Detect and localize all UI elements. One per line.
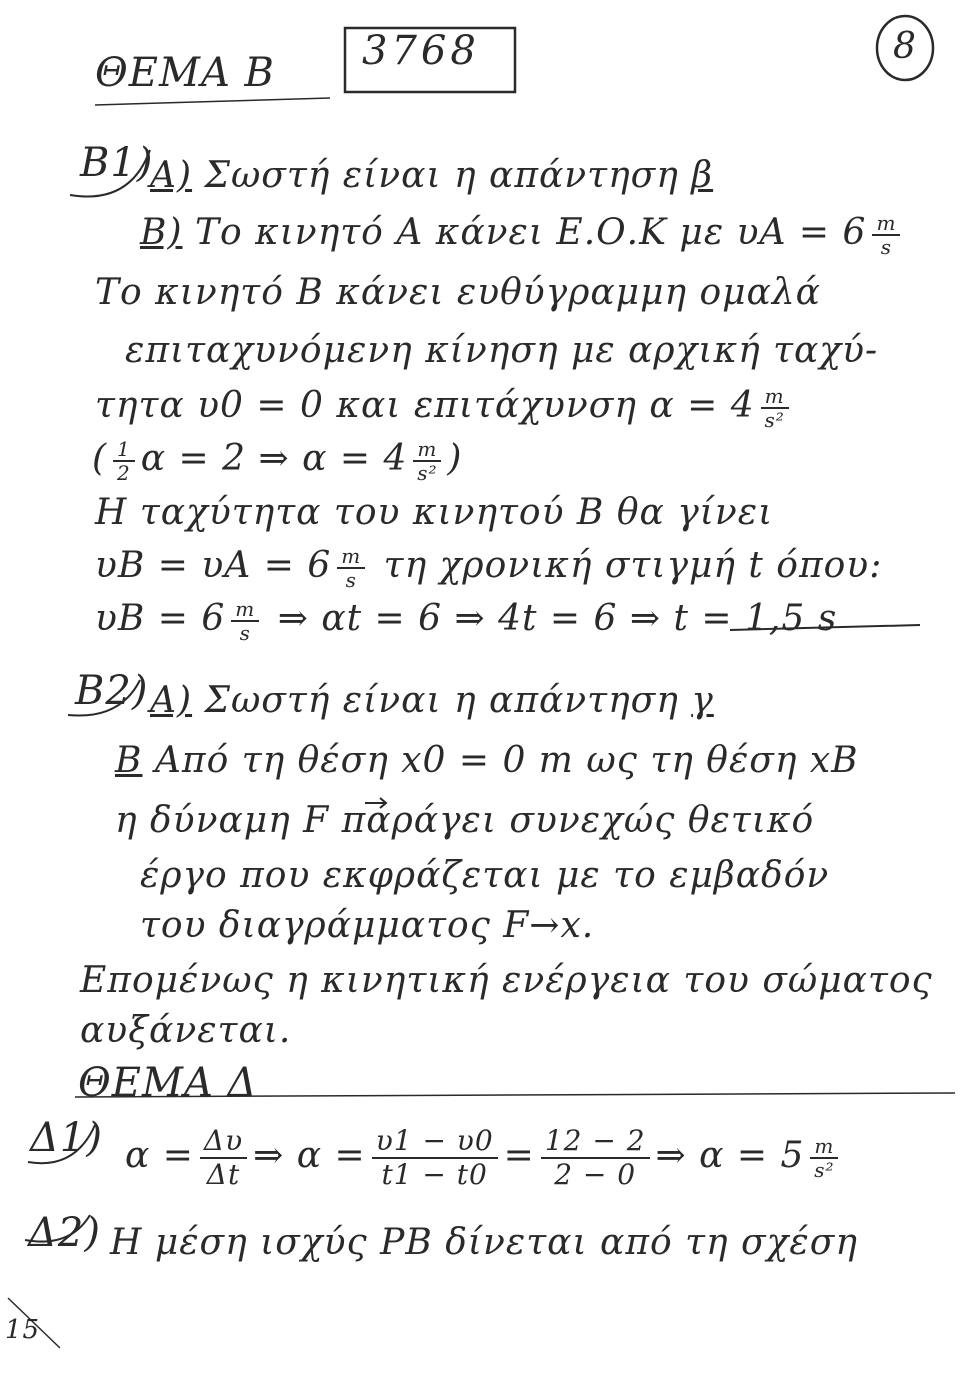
vb-eq-line — [95, 545, 882, 591]
b2-text-line: Επομένως η κινητική ενέργεια του σώματος — [80, 960, 933, 1001]
d1-result: ⇒ α = 5 — [655, 1135, 805, 1176]
b1-text-line: τητα — [95, 385, 185, 426]
half-alpha-unit: $\frac{m}{\text{s²}}$ — [413, 438, 441, 484]
v0-expression: υ0 = 0 — [197, 385, 324, 426]
vb-solve-line — [95, 598, 837, 644]
d1-equation: α = $\frac{\Delta\upsilon}{\Delta t}$ ⇒ α = $\frac{\upsilon 1 - \upsilon 0}{t1 - t0}$ = $\frac{12 - 2}{2 - 0}$ ⇒ α = 5 $\frac{m}{\text{s²}}$ — [125, 1125, 844, 1191]
b1-text-line: τη χρονική στιγμή t όπου: — [383, 545, 883, 586]
half-fraction: $\frac{1}{2}$ — [113, 438, 135, 484]
d1-unit: $\frac{m}{\text{s²}}$ — [810, 1135, 838, 1181]
b2-a-line — [150, 680, 714, 721]
b1-text-line: Το κινητό Α κάνει Ε.Ο.Κ με — [194, 212, 725, 253]
half-alpha-line: ( $\frac{1}{2}$ α = 2 ⇒ α = 4 $\frac{m}{\text{s²}}$ ) — [92, 437, 463, 485]
b2-text-line: αυξάνεται. — [80, 1010, 292, 1051]
b2-b-line1 — [115, 740, 859, 781]
b2-a-text: Σωστή είναι η απάντηση — [204, 680, 679, 721]
vb-unit: $\frac{m}{s}$ — [337, 545, 365, 591]
b2-label: B2) — [75, 668, 149, 714]
b1-b-line1 — [140, 212, 906, 258]
accel-unit: $\frac{m}{\text{s²}}$ — [761, 385, 789, 431]
b1-label: B1) — [80, 140, 154, 186]
b2-a-answer: γ — [691, 680, 714, 721]
vb-line-rest: ⇒ αt = 6 ⇒ 4t = 6 ⇒ — [277, 598, 662, 639]
b1-b-label: B) — [140, 212, 183, 253]
b1-a-answer: β — [691, 155, 714, 196]
b2-text-line: Από τη θέση x0 = 0 m ως τη θέση xB — [154, 740, 859, 781]
b2-text-line: έργο που εκφράζεται με το εμβαδόν — [140, 855, 830, 896]
b2-b-label: B — [115, 740, 143, 781]
page-number: 8 — [893, 26, 917, 67]
b1-text-line: Η ταχύτητα του κινητού Β θα γίνει — [95, 492, 774, 533]
vb-line: υB = 6 — [95, 598, 226, 639]
d1-label: Δ1) — [30, 1115, 103, 1161]
theme-d-title: ΘΕΜΑ Δ — [78, 1060, 258, 1106]
margin-note: 15 — [5, 1315, 41, 1345]
t-result: t = 1,5 s — [673, 598, 838, 639]
va-expression: υΑ = 6 — [736, 212, 867, 253]
title-underline — [95, 98, 330, 105]
b1-v0-line — [95, 385, 795, 431]
page-title: ΘΕΜΑ Β — [95, 50, 275, 96]
b1-a-line — [150, 155, 713, 196]
d2-text: Η μέση ισχύς PB δίνεται από τη σχέση — [110, 1222, 858, 1263]
d1-fraction-3: $\frac{12 - 2}{2 - 0}$ — [541, 1125, 650, 1191]
b1-text-line: Το κινητό Β κάνει ευθύγραμμη ομαλά — [95, 272, 821, 313]
b2-text-line: η δύναμη F παράγει συνεχώς θετικό — [115, 800, 815, 841]
b2-a-label: A) — [150, 680, 193, 721]
vb-equation: υB = υA = 6 — [95, 545, 332, 586]
va-unit: $\frac{m}{s}$ — [872, 212, 900, 258]
b1-a-label: A) — [150, 155, 193, 196]
problem-code: 3768 — [362, 28, 480, 74]
d1-fraction-1: $\frac{\Delta\upsilon}{\Delta t}$ — [200, 1125, 247, 1191]
b1-a-text: Σωστή είναι η απάντηση — [204, 155, 679, 196]
b2-text-line: του διαγράμματος F→x. — [140, 905, 595, 946]
d2-label: Δ2) — [28, 1210, 101, 1256]
half-alpha-expr: α = 2 ⇒ α = 4 — [140, 438, 408, 479]
accel-text: και επιτάχυνση α = 4 — [336, 385, 755, 426]
vb-line-unit: $\frac{m}{s}$ — [231, 598, 259, 644]
b1-text-line: επιταχυνόμενη κίνηση με αρχική ταχύ- — [125, 330, 879, 371]
d1-fraction-2: $\frac{\upsilon 1 - \upsilon 0}{t1 - t0}$ — [372, 1125, 498, 1191]
